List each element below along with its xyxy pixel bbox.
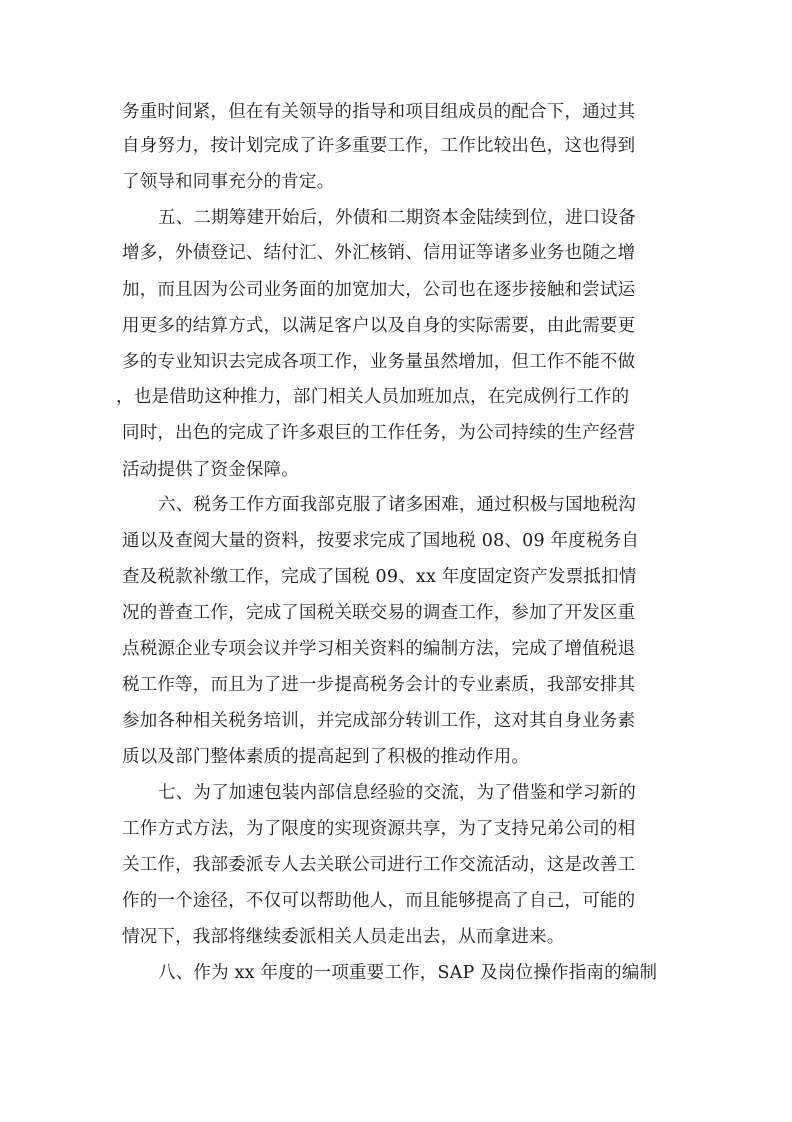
text-line: 参加各种相关税务培训，并完成部分转训工作，这对其自身业务素 — [122, 711, 636, 731]
text-line: 税工作等，而且为了进一步提高税务会计的专业素质，我部安排其 — [122, 675, 636, 695]
text-line: 工作方式方法，为了限度的实现资源共享，为了支持兄弟公司的相 — [122, 819, 636, 839]
paragraph-7-first-line: 七、为了加速包装内部信息经验的交流，为了借鉴和学习新的 — [158, 783, 636, 803]
text-line: 点税源企业专项会议并学习相关资料的编制方法，完成了增值税退 — [122, 639, 636, 659]
text-line: 同时，出色的完成了许多艰巨的工作任务，为公司持续的生产经营 — [122, 423, 636, 443]
text-line: 自身努力，按计划完成了许多重要工作，工作比较出色，这也得到 — [122, 136, 636, 156]
text-line: 加，而且因为公司业务面的加宽加大，公司也在逐步接触和尝试运 — [122, 280, 636, 300]
text-line: 多的专业知识去完成各项工作，业务量虽然增加，但工作不能不做 — [122, 352, 636, 372]
text-line: 用更多的结算方式，以满足客户以及自身的实际需要，由此需要更 — [122, 316, 636, 336]
text-line: ，也是借助这种推力，部门相关人员加班加点，在完成例行工作的 — [116, 387, 630, 407]
text-line: 增多，外债登记、结付汇、外汇核销、信用证等诸多业务也随之增 — [122, 243, 636, 263]
text-line: 务重时间紧，但在有关领导的指导和项目组成员的配合下，通过其 — [122, 102, 636, 122]
text-line: 作的一个途径，不仅可以帮助他人，而且能够提高了自己，可能的 — [122, 891, 636, 911]
text-line: 了领导和同事充分的肯定。 — [122, 172, 335, 192]
text-line: 活动提供了资金保障。 — [122, 460, 299, 480]
paragraph-6-first-line: 六、税务工作方面我部克服了诸多困难，通过积极与国地税沟 — [158, 495, 636, 515]
text-line: 质以及部门整体素质的提高起到了积极的推动作用。 — [122, 747, 530, 767]
text-line: 关工作，我部委派专人去关联公司进行工作交流活动，这是改善工 — [122, 855, 636, 875]
paragraph-8-first-line: 八、作为 xx 年度的一项重要工作，SAP 及岗位操作指南的编制 — [158, 963, 658, 983]
paragraph-5-first-line: 五、二期筹建开始后，外债和二期资本金陆续到位，进口设备 — [158, 208, 636, 228]
text-line: 通以及查阅大量的资料，按要求完成了国地税 08、09 年度税务自 — [122, 531, 640, 551]
text-line: 情况下，我部将继续委派相关人员走出去，从而拿进来。 — [122, 927, 565, 947]
text-line: 查及税款补缴工作，完成了国税 09、xx 年度固定资产发票抵扣情 — [122, 567, 637, 587]
text-line: 况的普查工作，完成了国税关联交易的调查工作，参加了开发区重 — [122, 603, 636, 623]
